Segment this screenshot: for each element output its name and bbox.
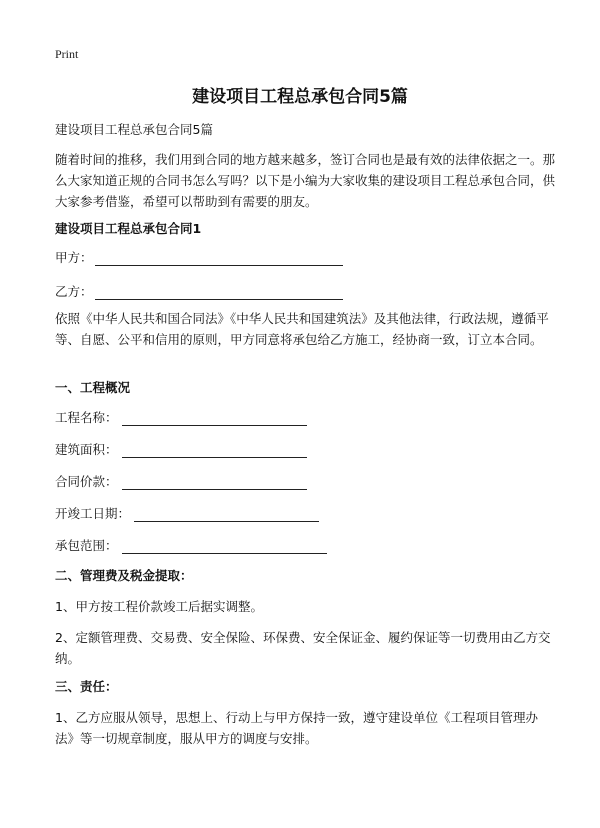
page-title: 建设项目工程总承包合同5篇 <box>192 87 408 107</box>
document-subtitle: 建设项目工程总承包合同5篇 <box>55 122 213 137</box>
contract-price-field <box>55 472 307 490</box>
section2-item: 2、定额管理费、交易费、安全保险、环保费、安全保证金、履约保证等一切费用由乙方交纳。 <box>55 630 551 666</box>
section1-heading: 一、工程概况 <box>55 380 131 395</box>
contract-price-blank <box>122 475 307 490</box>
work-dates-field <box>55 504 319 522</box>
section2-heading: 二、管理费及税金提取： <box>55 568 193 583</box>
work-dates-blank <box>134 507 319 522</box>
party-a-blank <box>95 251 343 266</box>
intro-paragraph: 随着时间的推移，我们用到合同的地方越来越多，签订合同也是最有效的法律依据之一。那么大家知道正规的合同书怎么写吗？以下是小编为大家收集的建设项目工程总承包合同，供大家参考借鉴，希望可以帮助到有需要的朋友。 <box>55 152 556 209</box>
building-area-blank <box>122 443 307 458</box>
section3-item: 1、乙方应服从领导，思想上、行动上与甲方保持一致，遵守建设单位《工程项目管理办法》等一切规章制度，服从甲方的调度与安排。 <box>55 710 538 746</box>
contract-scope-field <box>55 536 327 554</box>
basis-paragraph: 依照《中华人民共和国合同法》《中华人民共和国建筑法》及其他法律，行政法规，遵循平等、自愿、公平和信用的原则，甲方同意将承包给乙方施工，经协商一致，订立本合同。 <box>55 311 549 347</box>
building-area-label: 建筑面积： <box>55 442 118 457</box>
party-b-blank <box>95 285 343 300</box>
contract-scope-label: 承包范围： <box>55 538 118 553</box>
project-name-blank <box>122 411 307 426</box>
contract-price-label: 合同价款： <box>55 474 118 489</box>
section3-heading: 三、责任： <box>55 679 118 694</box>
party-a-label: 甲方： <box>55 250 93 265</box>
project-name-label: 工程名称： <box>55 410 118 425</box>
party-a-field <box>55 248 343 266</box>
print-link[interactable]: Print <box>55 47 79 61</box>
party-b-field <box>55 282 343 300</box>
building-area-field <box>55 440 307 458</box>
contract1-heading: 建设项目工程总承包合同1 <box>55 221 202 236</box>
section2-item: 1、甲方按工程价款竣工后据实调整。 <box>55 599 263 614</box>
project-name-field <box>55 408 307 426</box>
work-dates-label: 开竣工日期： <box>55 506 131 521</box>
party-b-label: 乙方： <box>55 284 93 299</box>
contract-scope-blank <box>122 539 327 554</box>
